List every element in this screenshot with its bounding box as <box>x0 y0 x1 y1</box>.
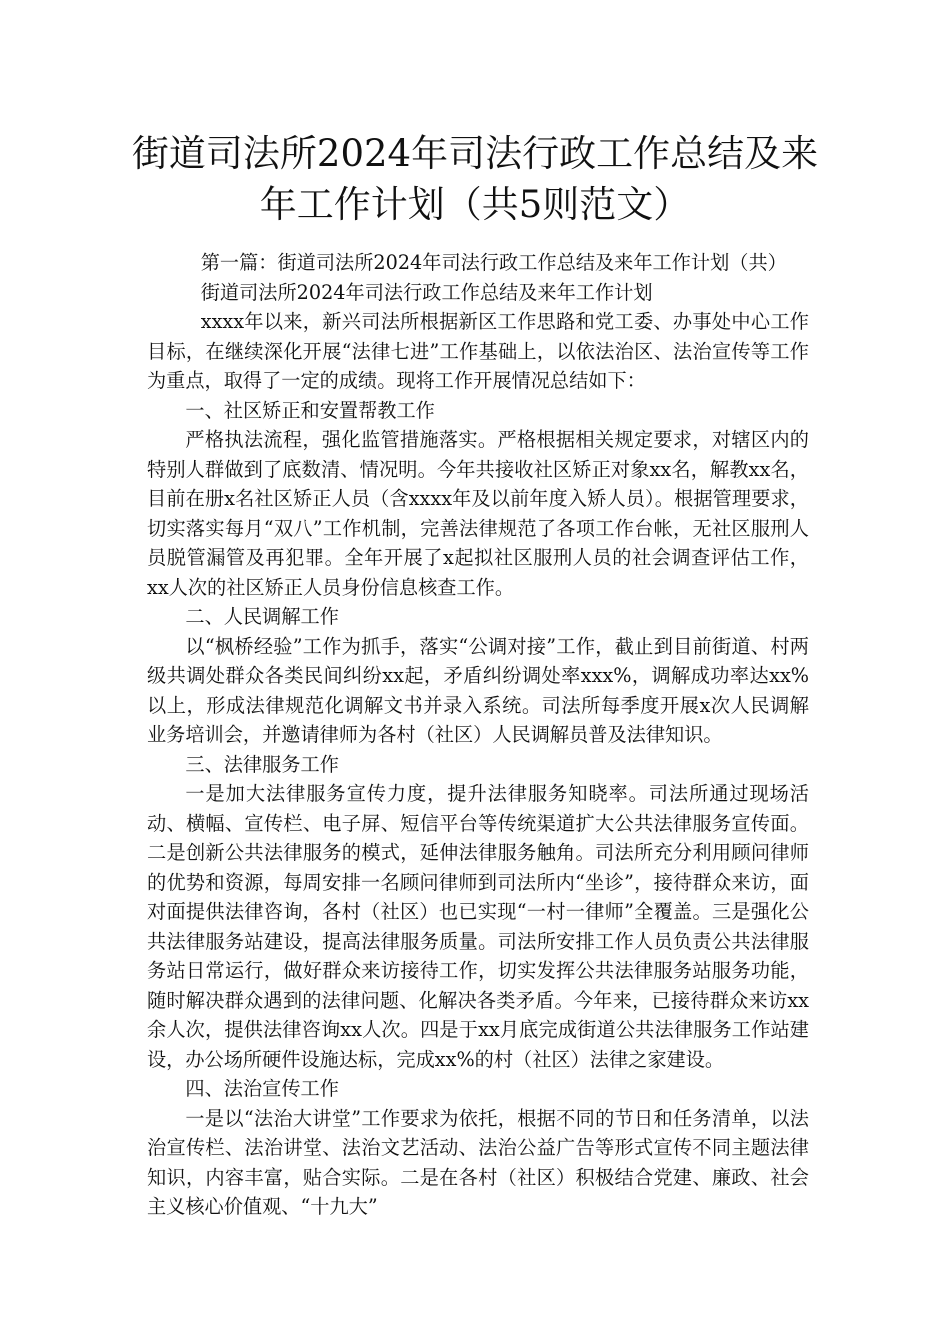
section-paragraph-3: 一是加大法律服务宣传力度，提升法律服务知晓率。司法所通过现场活动、横幅、宣传栏、电子屏、短信平台等传统渠道扩大公共法律服务宣传面。二是创新公共法律服务的模式，延伸法律服务触角。司法所充分利用顾问律师的优势和资源，每周安排一名顾问律师到司法所内“坐诊”，接待群众来访，面对面提供法律咨询，各村（社区）也已实现“一村一律师”全覆盖。三是强化公共法律服务站建设，提高法律服务质量。司法所安排工作人员负责公共法律服务站日常运行，做好群众来访接待工作，切实发挥公共法律服务站服务功能，随时解决群众遇到的法律问题、化解决各类矛盾。今年来，已接待群众来访xx余人次，提供法律咨询xx人次。四是于xx月底完成街道公共法律服务工作站建设，办公场所硬件设施达标，完成xx%的村（社区）法律之家建设。 <box>147 782 809 1071</box>
section-heading-2: 二、人民调解工作 <box>185 605 339 628</box>
section-paragraph-1: 严格执法流程，强化监管措施落实。严格根据相关规定要求，对辖区内的特别人群做到了底数清、情况明。今年共接收社区矫正对象xx名，解教xx名，目前在册x名社区矫正人员（含xxxx年及以前年度入矫人员）。根据管理要求，切实落实每月“双八”工作机制，完善法律规范了各项工作台帐，无社区服刑人员脱管漏管及再犯罪。全年开展了x起拟社区服刑人员的社会调查评估工作，xx人次的社区矫正人员身份信息核查工作。 <box>147 428 809 599</box>
title-line-2: 年工作计划（共5则范文） <box>259 183 691 226</box>
intro-paragraph: xxxx年以来，新兴司法所根据新区工作思路和党工委、办事处中心工作目标，在继续深化开展“法律七进”工作基础上，以依法治区、法治宣传等工作为重点，取得了一定的成绩。现将工作开展情况总结如下： <box>147 310 809 392</box>
section-heading-1: 一、社区矫正和安置帮教工作 <box>185 398 435 422</box>
subtitle: 街道司法所2024年司法行政工作总结及来年工作计划 <box>200 280 653 304</box>
document-title <box>130 128 820 230</box>
section-paragraph-2: 以“枫桥经验”工作为抓手，落实“公调对接”工作，截止到目前街道、村两级共调处群众各类民间纠纷xx起，矛盾纠纷调处率xxx%，调解成功率达xx%以上，形成法律规范化调解文书并录入系统。司法所每季度开展x次人民调解业务培训会，并邀请律师为各村（社区）人民调解员普及法律知识。 <box>147 634 809 746</box>
section-paragraph-4: 一是以“法治大讲堂”工作要求为依托，根据不同的节日和任务清单，以法治宣传栏、法治讲堂、法治文艺活动、法治公益广告等形式宣传不同主题法律知识，内容丰富，贴合实际。二是在各村（社区）积极结合党建、廉政、社会主义核心价值观、“十九大” <box>147 1106 809 1218</box>
chapter-heading: 第一篇：街道司法所2024年司法行政工作总结及来年工作计划（共） <box>200 251 787 274</box>
section-heading-4: 四、法治宣传工作 <box>185 1077 339 1100</box>
document-body <box>147 248 809 1222</box>
title-line-1: 街道司法所2024年司法行政工作总结及来 <box>131 132 819 175</box>
section-heading-3: 三、法律服务工作 <box>185 752 339 776</box>
